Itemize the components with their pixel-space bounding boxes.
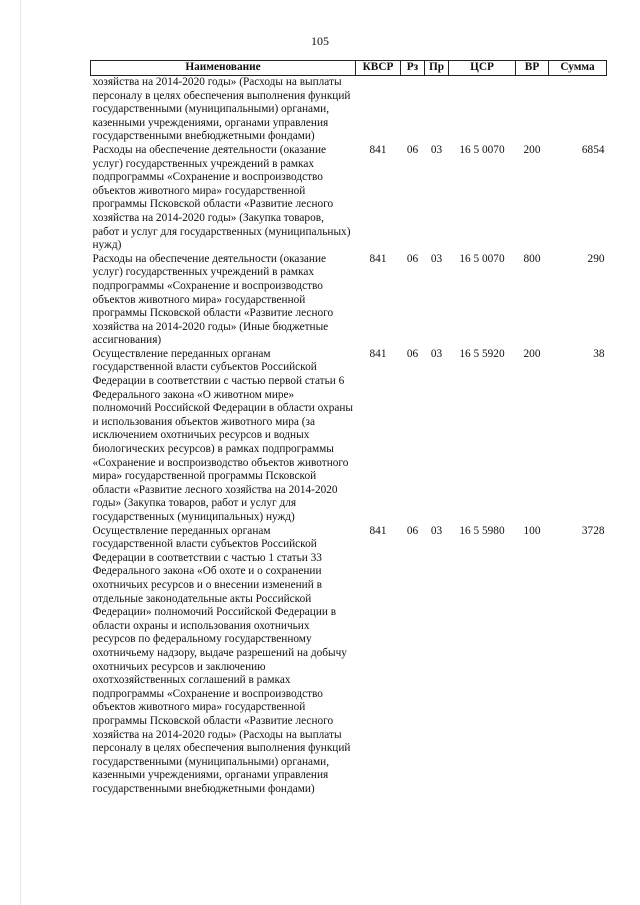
row-csr bbox=[449, 76, 516, 144]
header-rz: Рз bbox=[401, 61, 425, 76]
header-name: Наименование bbox=[91, 61, 356, 76]
row-pr bbox=[425, 76, 449, 144]
row-kvsr: 841 bbox=[369, 143, 387, 156]
row-csr: 16 5 5920 bbox=[459, 347, 505, 360]
row-kvsr: 841 bbox=[369, 252, 387, 265]
row-name: Расходы на обеспечение деятельности (оказание услуг) государственных учреждений в рамках подпрограммы «Сохранение и воспроизводство объектов животного мира» государственной программы Псковской области «Развитие лесного хозяйства на 2014-2020 годы» (Закупка товаров, работ и услуг для государственных (муниципальных) нужд) bbox=[92, 143, 351, 252]
header-kvsr: КВСР bbox=[356, 61, 401, 76]
table-row bbox=[91, 144, 607, 253]
row-rz: 06 bbox=[406, 252, 419, 265]
row-csr: 16 5 5980 bbox=[459, 524, 505, 537]
row-pr: 03 bbox=[430, 252, 443, 265]
row-rz bbox=[401, 76, 425, 144]
row-name: Расходы на обеспечение деятельности (оказание услуг) государственных учреждений в рамках подпрограммы «Сохранение и воспроизводство объектов животного мира» государственной программы Псковской области «Развитие лесного хозяйства на 2014-2020 годы» (Иные бюджетные ассигнования) bbox=[92, 252, 334, 347]
row-pr: 03 bbox=[430, 347, 443, 360]
row-csr: 16 5 0070 bbox=[459, 252, 505, 265]
row-pr: 03 bbox=[430, 143, 443, 156]
header-pr: Пр bbox=[425, 61, 449, 76]
row-sum: 38 bbox=[593, 347, 605, 360]
row-kvsr: 841 bbox=[369, 524, 387, 537]
row-vr bbox=[516, 76, 549, 144]
row-csr: 16 5 0070 bbox=[459, 143, 505, 156]
page-number: 105 bbox=[311, 34, 329, 48]
header-csr: ЦСР bbox=[449, 61, 516, 76]
table-body bbox=[91, 76, 607, 797]
row-vr: 100 bbox=[523, 524, 541, 537]
row-name: Осуществление переданных органам государственной власти субъектов Российской Федерации в соответствии с частью первой статьи 6 Федерального закона «О животном мире» полномочий Российской Федерации в области охраны и использования объектов животного мира (за исключением охотничьих ресурсов и водных биологических ресурсов) в рамках подпрограммы «Сохранение и воспроизводство объектов животного мира» государственной программы Псковской области «Развитие лесного хозяйства на 2014-2020 годы» (Закупка товаров, работ и услуг для государственных (муниципальных) нужд) bbox=[92, 347, 353, 523]
row-sum: 6854 bbox=[581, 143, 605, 156]
table-row bbox=[91, 348, 607, 525]
row-vr: 200 bbox=[523, 143, 541, 156]
row-kvsr bbox=[356, 76, 401, 144]
row-sum: 3728 bbox=[581, 524, 605, 537]
row-rz: 06 bbox=[406, 143, 419, 156]
table-row bbox=[91, 525, 607, 797]
row-name: Осуществление переданных органам государственной власти субъектов Российской Федерации в соответствии с частью 1 статьи 33 Федерального закона «Об охоте и о сохранении охотничьих ресурсов и о внесении изменений в отдельные законодательные акты Российской Федерации» полномочий Российской Федерации в области охраны и использования охотничьих ресурсов по федеральному государственному охотничьему надзору, выдаче разрешений на добычу охотничьих ресурсов и заключению охотхозяйственных соглашений в рамках подпрограммы «Сохранение и воспроизводство объектов животного мира» государственной программы Псковской области «Развитие лесного хозяйства на 2014-2020 годы» (Расходы на выплаты персоналу в целях обеспечения выполнения функций государственными (муниципальными) органами, казенными учреждениями, органами управления государственными внебюджетными фондами) bbox=[92, 524, 351, 795]
table-row bbox=[91, 253, 607, 348]
budget-table bbox=[90, 60, 607, 796]
table-header bbox=[91, 61, 607, 76]
row-kvsr: 841 bbox=[369, 347, 387, 360]
row-sum: 290 bbox=[587, 252, 605, 265]
row-pr: 03 bbox=[430, 524, 443, 537]
row-rz: 06 bbox=[406, 347, 419, 360]
table-row bbox=[91, 76, 607, 144]
row-vr: 200 bbox=[523, 347, 541, 360]
header-vr: ВР bbox=[516, 61, 549, 76]
row-name: хозяйства на 2014-2020 годы» (Расходы на выплаты персоналу в целях обеспечения выполнения функций государственными (муниципальными) органами, казенными учреждениями, органами управления государственными внебюджетными фондами) bbox=[92, 76, 351, 143]
header-sum: Сумма bbox=[549, 61, 607, 76]
row-sum bbox=[549, 76, 607, 144]
row-vr: 800 bbox=[523, 252, 541, 265]
scan-edge bbox=[20, 0, 21, 905]
row-rz: 06 bbox=[406, 524, 419, 537]
